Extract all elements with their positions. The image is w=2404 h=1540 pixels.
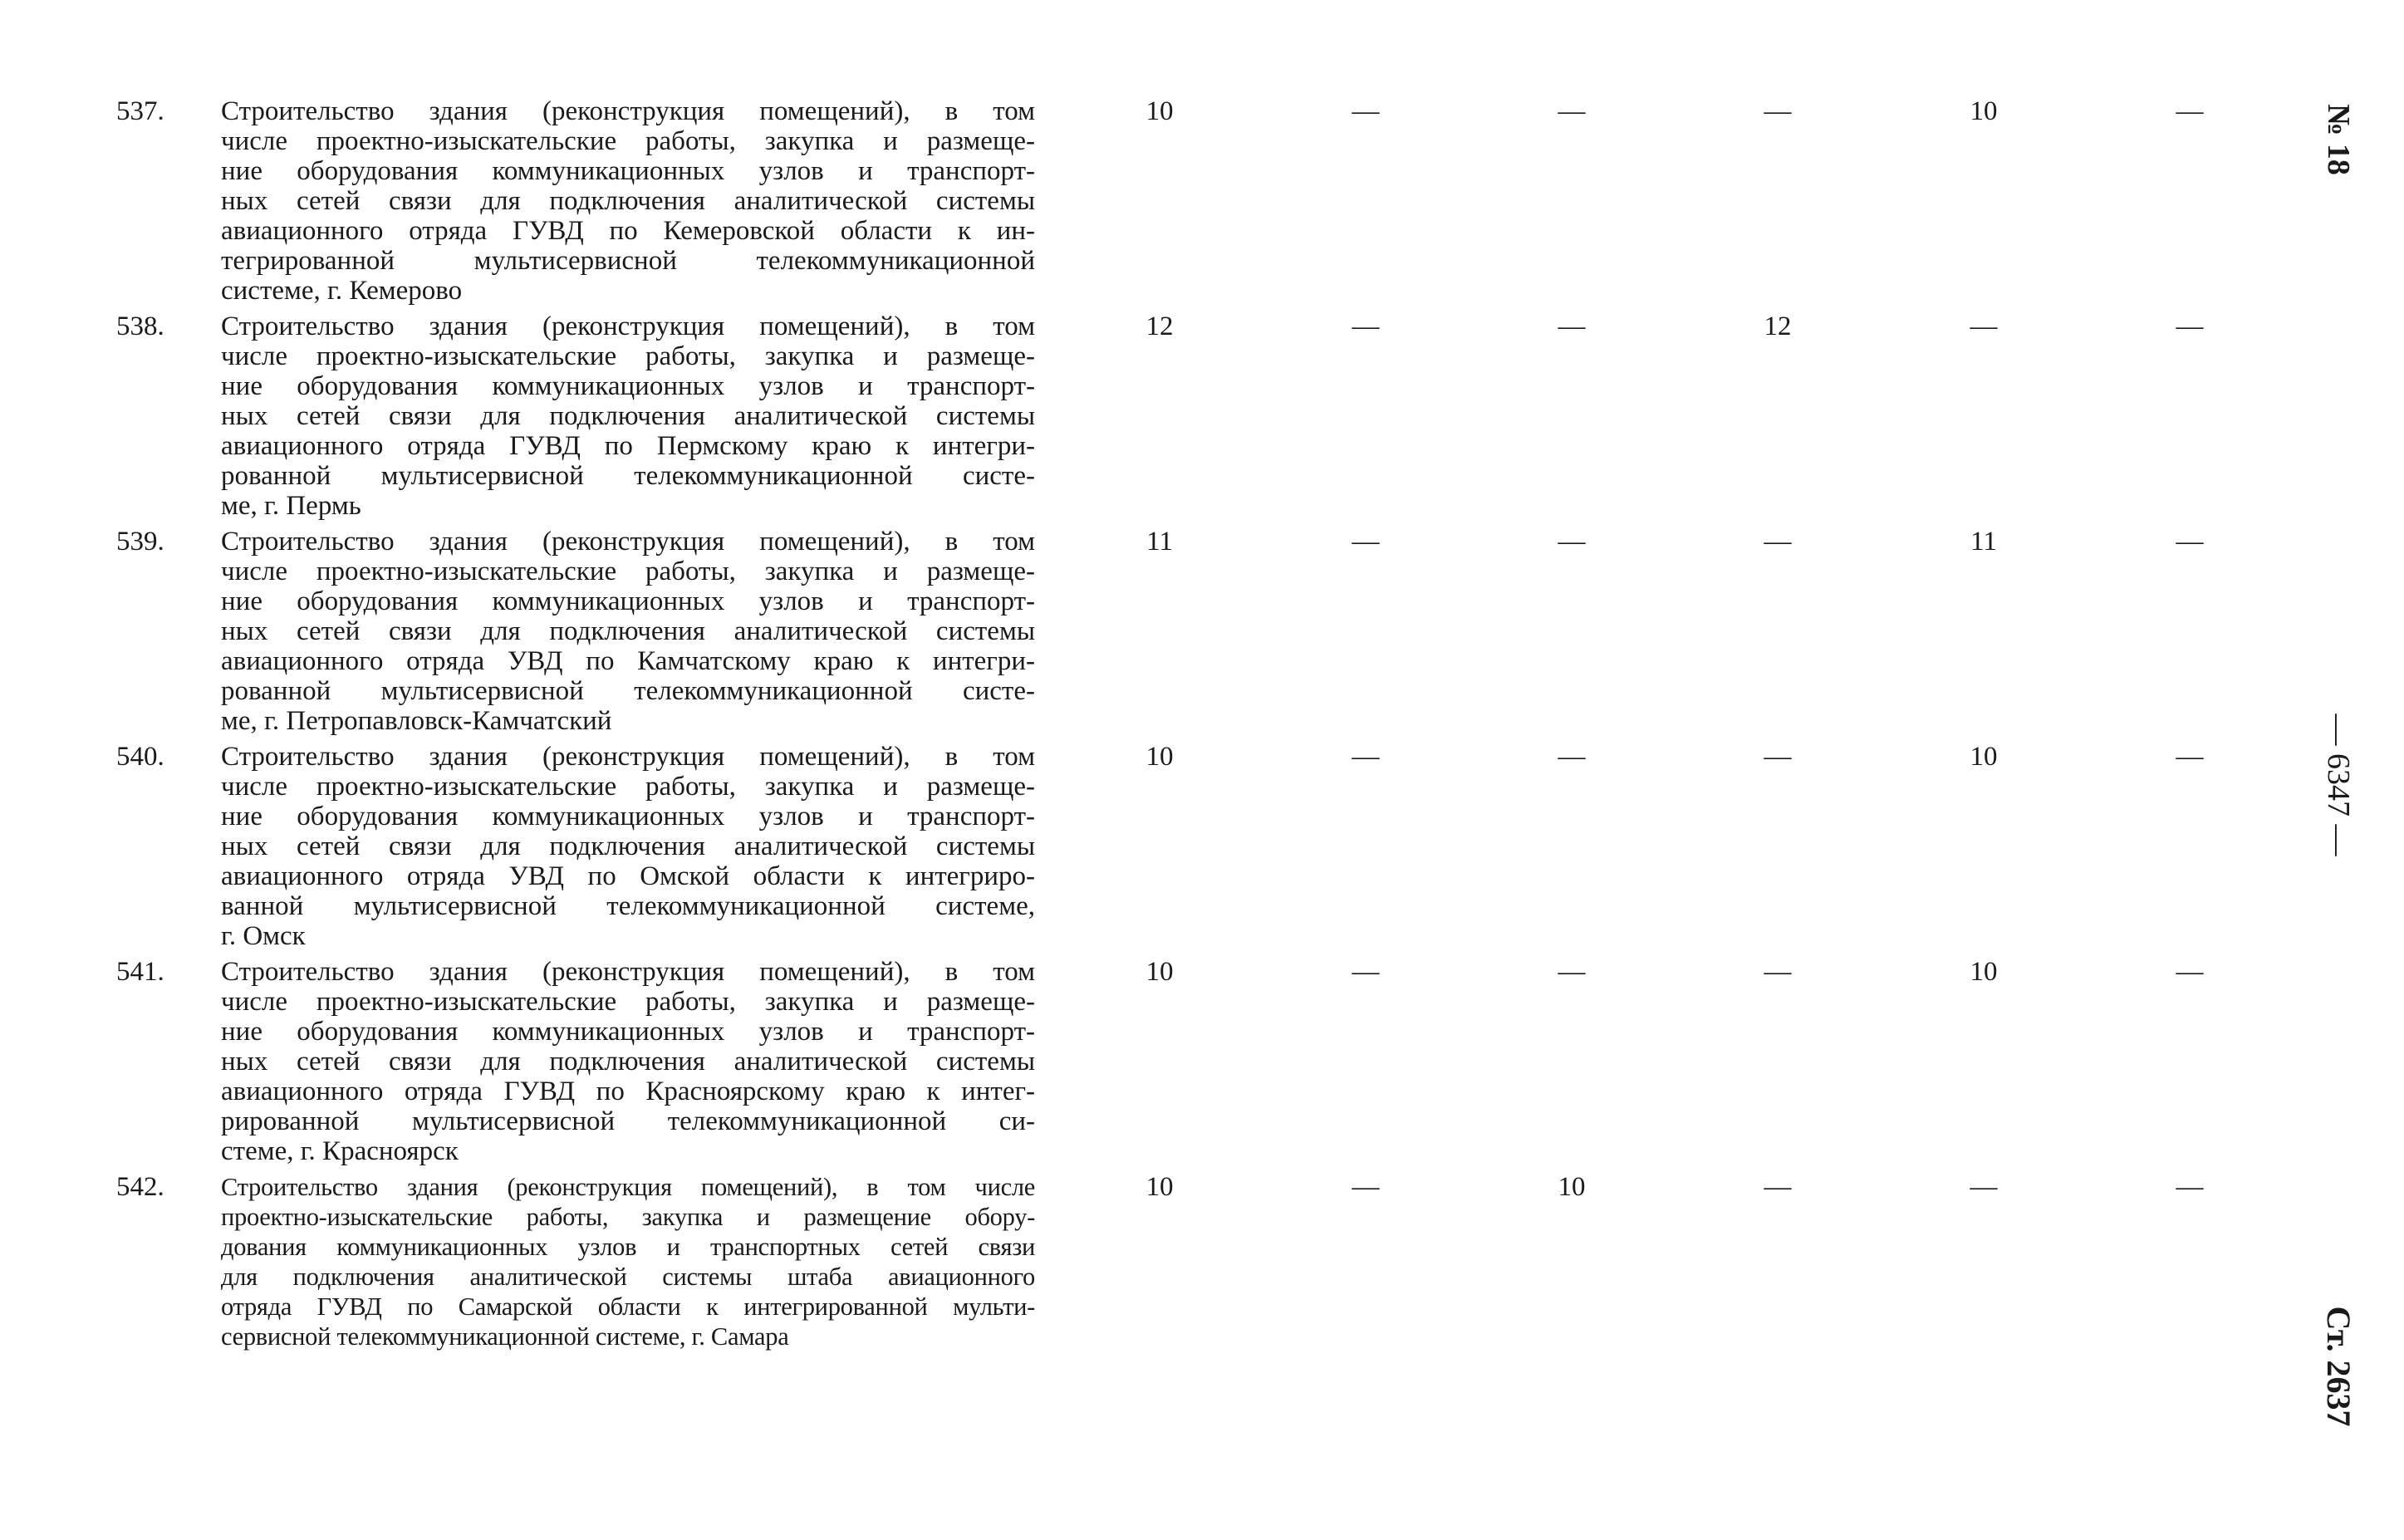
value-col-3: — bbox=[1558, 742, 1586, 772]
value-col-3: — bbox=[1558, 96, 1586, 126]
row-number: 541. bbox=[116, 957, 164, 987]
description-line: системе, г. Кемерово bbox=[221, 276, 463, 306]
value-col-4: — bbox=[1764, 1172, 1792, 1202]
description-line: Строительство здания (реконструкция помещений), в том bbox=[221, 957, 1035, 987]
row-number: 542. bbox=[116, 1172, 164, 1202]
value-total: 11 bbox=[1146, 527, 1173, 557]
description-line: дования коммуникационных узлов и транспортных сетей связи bbox=[221, 1233, 1035, 1261]
description-line: ние оборудования коммуникационных узлов и транспорт- bbox=[221, 1017, 1035, 1047]
value-col-6: — bbox=[2176, 742, 2204, 772]
description-line: отряда ГУВД по Самарской области к интегрированной мульти- bbox=[221, 1292, 1035, 1321]
row-description bbox=[221, 1172, 1035, 1351]
description-line: проектно-изыскательские работы, закупка и размещение обору- bbox=[221, 1203, 1035, 1231]
description-line: для подключения аналитической системы штаба авиационного bbox=[221, 1263, 1035, 1291]
value-col-4: — bbox=[1764, 957, 1792, 987]
value-total: 10 bbox=[1146, 96, 1174, 126]
value-col-3: — bbox=[1558, 527, 1586, 557]
description-line: авиационного отряда УВД по Омской области к интегриро- bbox=[221, 861, 1035, 891]
description-line: рованной мультисервисной телекоммуникационной систе- bbox=[221, 676, 1035, 706]
description-line: авиационного отряда ГУВД по Красноярскому краю к интег- bbox=[221, 1077, 1035, 1106]
row-description bbox=[221, 742, 1035, 951]
value-col-4: — bbox=[1764, 742, 1792, 772]
issue-number: № 18 bbox=[2321, 104, 2356, 175]
page-number: — 6347 — bbox=[2321, 714, 2356, 856]
value-col-5: 11 bbox=[1970, 527, 1997, 557]
value-col-2: — bbox=[1352, 742, 1380, 772]
description-line: ние оборудования коммуникационных узлов и транспорт- bbox=[221, 802, 1035, 831]
row-number: 540. bbox=[116, 742, 164, 772]
description-line: ванной мультисервисной телекоммуникационной системе, bbox=[221, 891, 1035, 921]
value-col-2: — bbox=[1352, 1172, 1380, 1202]
description-line: числе проектно-изыскательские работы, закупка и размеще- bbox=[221, 126, 1035, 156]
description-line: ных сетей связи для подключения аналитической системы bbox=[221, 401, 1035, 431]
row-description bbox=[221, 96, 1035, 306]
article-number: Ст. 2637 bbox=[2320, 1306, 2357, 1427]
value-col-6: — bbox=[2176, 957, 2204, 987]
value-col-2: — bbox=[1352, 96, 1380, 126]
description-line: ных сетей связи для подключения аналитической системы bbox=[221, 831, 1035, 861]
row-description bbox=[221, 527, 1035, 736]
value-col-4: — bbox=[1764, 96, 1792, 126]
value-col-6: — bbox=[2176, 96, 2204, 126]
budget-table bbox=[116, 96, 2243, 1387]
description-line: стеме, г. Красноярск bbox=[221, 1136, 459, 1166]
value-col-6: — bbox=[2176, 527, 2204, 557]
value-col-4: 12 bbox=[1764, 311, 1792, 341]
description-line: рированной мультисервисной телекоммуникационной си- bbox=[221, 1106, 1035, 1136]
row-number: 538. bbox=[116, 311, 164, 341]
value-total: 10 bbox=[1146, 957, 1174, 987]
value-col-5: — bbox=[1970, 311, 1998, 341]
description-line: Строительство здания (реконструкция помещений), в том bbox=[221, 742, 1035, 772]
table-row bbox=[116, 1172, 2243, 1387]
description-line: рованной мультисервисной телекоммуникационной систе- bbox=[221, 461, 1035, 491]
value-col-2: — bbox=[1352, 527, 1380, 557]
description-line: числе проектно-изыскательские работы, закупка и размеще- bbox=[221, 772, 1035, 802]
description-line: ных сетей связи для подключения аналитической системы bbox=[221, 1047, 1035, 1077]
value-col-4: — bbox=[1764, 527, 1792, 557]
value-total: 10 bbox=[1146, 742, 1174, 772]
value-col-5: 10 bbox=[1970, 957, 1998, 987]
row-description bbox=[221, 957, 1035, 1166]
value-col-2: — bbox=[1352, 957, 1380, 987]
value-col-3: 10 bbox=[1558, 1172, 1586, 1202]
description-line: Строительство здания (реконструкция помещений), в том bbox=[221, 527, 1035, 557]
description-line: авиационного отряда ГУВД по Пермскому краю к интегри- bbox=[221, 431, 1035, 461]
description-line: ние оборудования коммуникационных узлов и транспорт- bbox=[221, 586, 1035, 616]
table-row bbox=[116, 527, 2243, 742]
value-col-3: — bbox=[1558, 311, 1586, 341]
description-line: тегрированной мультисервисной телекоммуникационной bbox=[221, 246, 1035, 276]
description-line: г. Омск bbox=[221, 921, 306, 951]
description-line: ных сетей связи для подключения аналитической системы bbox=[221, 616, 1035, 646]
description-line: ме, г. Петропавловск-Камчатский bbox=[221, 706, 612, 736]
description-line: числе проектно-изыскательские работы, закупка и размеще- bbox=[221, 987, 1035, 1017]
table-row bbox=[116, 742, 2243, 957]
table-row bbox=[116, 957, 2243, 1172]
value-col-2: — bbox=[1352, 311, 1380, 341]
value-col-6: — bbox=[2176, 1172, 2204, 1202]
description-line: ных сетей связи для подключения аналитической системы bbox=[221, 186, 1035, 216]
value-col-3: — bbox=[1558, 957, 1586, 987]
value-total: 10 bbox=[1146, 1172, 1174, 1202]
description-line: ме, г. Пермь bbox=[221, 491, 361, 521]
description-line: Строительство здания (реконструкция помещений), в том числе bbox=[221, 1173, 1035, 1201]
description-line: числе проектно-изыскательские работы, закупка и размеще- bbox=[221, 557, 1035, 586]
description-line: Строительство здания (реконструкция помещений), в том bbox=[221, 96, 1035, 126]
description-line: авиационного отряда УВД по Камчатскому краю к интегри- bbox=[221, 646, 1035, 676]
value-col-6: — bbox=[2176, 311, 2204, 341]
description-line: сервисной телекоммуникационной системе, г. Самара bbox=[221, 1322, 789, 1351]
description-line: Строительство здания (реконструкция помещений), в том bbox=[221, 311, 1035, 341]
row-number: 537. bbox=[116, 96, 164, 126]
value-col-5: 10 bbox=[1970, 742, 1998, 772]
table-row bbox=[116, 311, 2243, 527]
table-row bbox=[116, 96, 2243, 311]
description-line: числе проектно-изыскательские работы, закупка и размеще- bbox=[221, 341, 1035, 371]
row-description bbox=[221, 311, 1035, 521]
description-line: ние оборудования коммуникационных узлов и транспорт- bbox=[221, 156, 1035, 186]
value-total: 12 bbox=[1146, 311, 1174, 341]
description-line: авиационного отряда ГУВД по Кемеровской области к ин- bbox=[221, 216, 1035, 246]
description-line: ние оборудования коммуникационных узлов и транспорт- bbox=[221, 371, 1035, 401]
value-col-5: — bbox=[1970, 1172, 1998, 1202]
value-col-5: 10 bbox=[1970, 96, 1998, 126]
row-number: 539. bbox=[116, 527, 164, 557]
